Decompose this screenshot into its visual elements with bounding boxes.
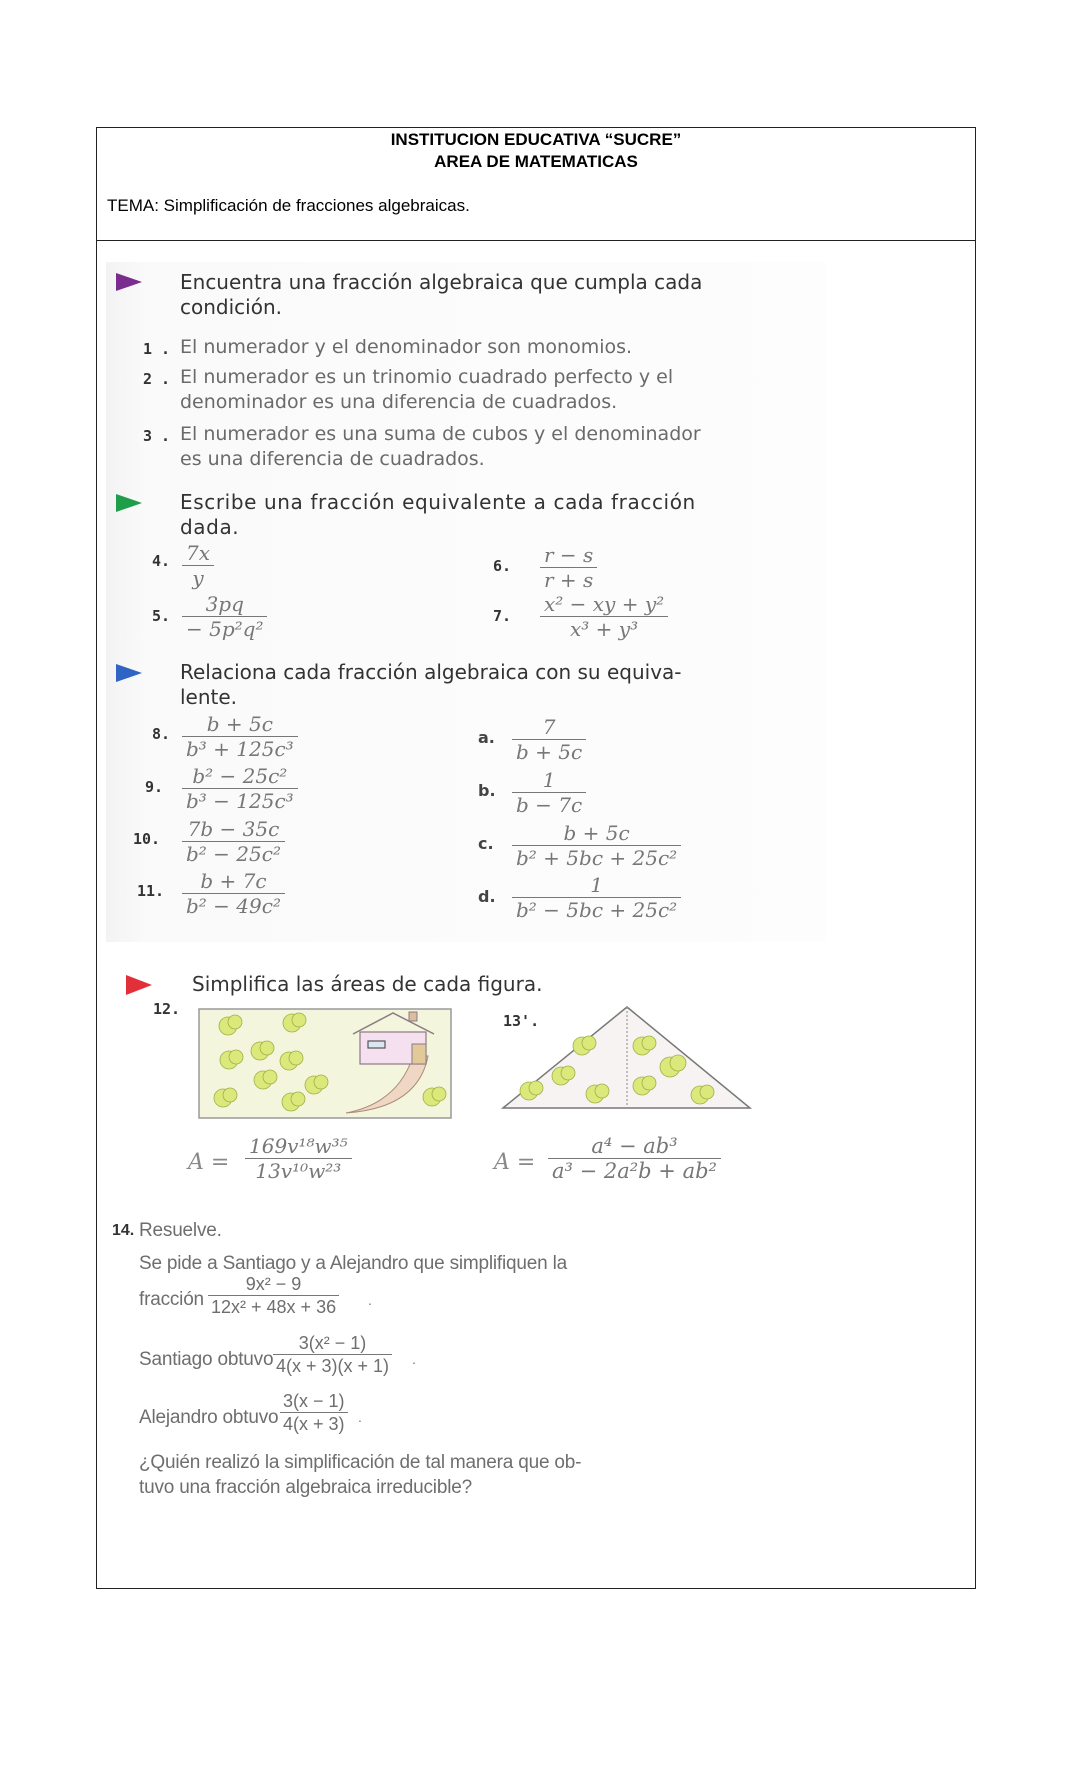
- condition-item: [180, 422, 820, 472]
- exercise-number: 5.: [152, 607, 171, 625]
- numerator: r − s: [544, 543, 594, 567]
- fraction-11: [182, 870, 285, 917]
- fraction-label: fracción: [139, 1289, 204, 1310]
- alejandro-fraction: [280, 1391, 348, 1434]
- section-arrow-icon: [116, 664, 142, 682]
- exercise-number: 13'.: [503, 1012, 540, 1030]
- item-text: El numerador es un trinomio cuadrado perfecto y el: [180, 366, 674, 388]
- figure-rectangle-field: [198, 1008, 454, 1120]
- item-text: es una diferencia de cuadrados.: [180, 448, 485, 470]
- denominator: b² − 5bc + 25c²: [516, 898, 678, 922]
- fraction-7: [540, 593, 668, 640]
- option-letter: c.: [478, 834, 494, 853]
- numerator: b + 5c: [563, 821, 630, 845]
- item-number: 1 .: [143, 340, 171, 358]
- heading-line: dada.: [180, 515, 240, 539]
- section-3-heading: [180, 660, 682, 710]
- santiago-label: Santiago obtuvo: [139, 1349, 274, 1370]
- fraction-bar: [280, 1412, 348, 1413]
- fraction-10: [182, 818, 285, 865]
- item-number: 2 .: [143, 370, 171, 388]
- denominator: − 5p²q²: [186, 617, 264, 641]
- period: .: [358, 1409, 362, 1425]
- exercise-number: 7.: [493, 607, 512, 625]
- problem-number: 14.: [112, 1222, 135, 1239]
- item-text: El numerador y el denominador son monomios.: [180, 336, 633, 358]
- heading-line: Escribe una fracción equivalente a cada fracción: [180, 490, 696, 514]
- fraction-8: [182, 713, 298, 760]
- numerator: b² − 25c²: [192, 764, 288, 788]
- area-title: AREA DE MATEMATICAS: [434, 152, 638, 171]
- denominator: b − 7c: [516, 793, 583, 817]
- topic: TEMA: Simplificación de fracciones algebraicas.: [107, 196, 470, 215]
- area-fraction-12: [245, 1135, 352, 1182]
- area-label: A =: [494, 1150, 536, 1175]
- section-1-heading: [180, 270, 702, 320]
- fraction-bar: [273, 1354, 392, 1355]
- problem-text: Se pide a Santiago y a Alejandro que simplifiquen la: [139, 1253, 567, 1274]
- institution-title: INSTITUCION EDUCATIVA “SUCRE”: [390, 130, 682, 149]
- numerator: x² − xy + y²: [544, 592, 665, 616]
- header-divider: [96, 240, 976, 241]
- heading-line: Simplifica las áreas de cada figura.: [192, 972, 543, 996]
- option-letter: d.: [478, 887, 496, 906]
- denominator: 13v¹⁰w²³: [255, 1159, 342, 1183]
- numerator: 169v¹⁸w³⁵: [249, 1134, 348, 1158]
- fraction-option-b: [512, 769, 586, 816]
- denominator: r + s: [544, 568, 594, 592]
- numerator: 7b − 35c: [187, 817, 280, 841]
- exercise-number: 9.: [145, 778, 164, 796]
- denominator: a³ − 2a²b + ab²: [552, 1159, 717, 1183]
- denominator: b³ + 125c³: [186, 737, 294, 761]
- heading-line: lente.: [180, 685, 238, 709]
- exercise-number: 10.: [133, 830, 161, 848]
- denominator: b² − 25c²: [186, 842, 281, 866]
- numerator: 1: [542, 768, 556, 792]
- denominator: b² − 49c²: [186, 894, 281, 918]
- alejandro-label: Alejandro obtuvo: [139, 1407, 279, 1428]
- denominator: 4(x + 3): [283, 1414, 345, 1434]
- denominator: b² + 5bc + 25c²: [516, 846, 678, 870]
- item-text: El numerador es una suma de cubos y el denominador: [180, 423, 701, 445]
- denominator: b + 5c: [516, 740, 583, 764]
- fraction-4: [182, 542, 214, 589]
- numerator: 3pq: [205, 592, 244, 616]
- denominator: y: [192, 566, 204, 590]
- numerator: 9x² − 9: [245, 1274, 302, 1294]
- numerator: 7x: [186, 541, 211, 565]
- question-line: ¿Quién realizó la simplificación de tal manera que ob-: [139, 1452, 582, 1473]
- item-text: denominador es una diferencia de cuadrados.: [180, 391, 618, 413]
- problem-title: Resuelve.: [139, 1220, 222, 1241]
- denominator: 12x² + 48x + 36: [211, 1297, 337, 1317]
- area-label: A =: [188, 1150, 230, 1175]
- option-letter: a.: [478, 728, 495, 747]
- condition-item: [180, 365, 820, 415]
- fraction-option-c: [512, 822, 681, 869]
- numerator: 3(x − 1): [283, 1391, 345, 1411]
- figure-triangle-field: [500, 1003, 755, 1113]
- given-fraction: [208, 1274, 339, 1317]
- fraction-option-d: [512, 874, 681, 921]
- exercise-number: 6.: [493, 557, 512, 575]
- denominator: b³ − 125c³: [186, 789, 294, 813]
- fraction-6: [540, 544, 597, 591]
- numerator: a⁴ − ab³: [591, 1134, 678, 1158]
- period: .: [412, 1351, 416, 1367]
- section-4-heading: [192, 972, 542, 997]
- fraction-bar: [208, 1295, 339, 1296]
- period: .: [368, 1292, 372, 1308]
- numerator: b + 7c: [200, 869, 267, 893]
- numerator: b + 5c: [206, 712, 273, 736]
- numerator: 3(x² − 1): [298, 1333, 367, 1353]
- question-line: tuvo una fracción algebraica irreducible?: [139, 1477, 472, 1498]
- section-2-heading: [180, 490, 696, 540]
- item-number: 3 .: [143, 427, 171, 445]
- numerator: 1: [590, 873, 603, 897]
- fraction-9: [182, 765, 298, 812]
- fraction-5: [182, 593, 267, 640]
- exercise-number: 11.: [137, 882, 165, 900]
- santiago-fraction: [273, 1333, 392, 1376]
- denominator: x³ + y³: [570, 617, 639, 641]
- fraction-option-a: [512, 716, 586, 763]
- section-arrow-icon: [126, 975, 152, 995]
- condition-item: [180, 335, 820, 360]
- question: [139, 1450, 581, 1500]
- numerator: 7: [542, 715, 556, 739]
- denominator: 4(x + 3)(x + 1): [276, 1356, 390, 1376]
- section-arrow-icon: [116, 273, 142, 291]
- heading-line: Encuentra una fracción algebraica que cumpla cada: [180, 270, 703, 294]
- area-fraction-13: [548, 1135, 721, 1182]
- heading-line: Relaciona cada fracción algebraica con su equiva-: [180, 660, 682, 684]
- option-letter: b.: [478, 781, 496, 800]
- exercise-number: 12.: [153, 1000, 181, 1018]
- exercise-number: 8.: [152, 725, 171, 743]
- exercise-number: 4.: [152, 552, 171, 570]
- section-arrow-icon: [116, 494, 142, 512]
- heading-line: condición.: [180, 295, 282, 319]
